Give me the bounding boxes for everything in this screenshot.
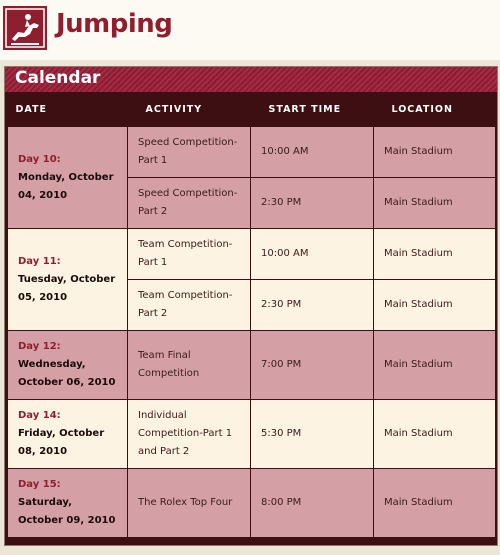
table-row (8, 127, 496, 178)
start-time-cell: 7:00 PM (251, 331, 374, 400)
start-time-cell: 8:00 PM (251, 469, 374, 538)
page-title: Jumping (56, 9, 173, 39)
calendar-banner (5, 67, 497, 92)
table-row (8, 229, 496, 280)
day-date: Tuesday, October 05, 2010 (18, 273, 116, 303)
start-time-cell: 10:00 AM (251, 127, 374, 178)
location-cell: Main Stadium (374, 469, 496, 538)
date-cell (8, 400, 128, 469)
day-date: Wednesday, October 06, 2010 (18, 359, 116, 388)
calendar-table (7, 92, 496, 538)
location-cell: Main Stadium (374, 229, 496, 280)
activity-cell: Team Competition- Part 1 (128, 229, 251, 280)
activity-cell: Team Competition- Part 2 (128, 280, 251, 331)
location-cell: Main Stadium (374, 331, 496, 400)
day-label: Day 15: (18, 479, 61, 490)
activity-cell: Speed Competition- Part 2 (128, 178, 251, 229)
column-header-location: LOCATION (374, 92, 496, 127)
table-header-row (8, 92, 496, 127)
start-time-cell: 2:30 PM (251, 178, 374, 229)
calendar-panel (4, 66, 498, 546)
date-cell (8, 331, 128, 400)
activity-cell: The Rolex Top Four (128, 469, 251, 538)
start-time-cell: 2:30 PM (251, 280, 374, 331)
start-time-cell: 10:00 AM (251, 229, 374, 280)
date-cell (8, 469, 128, 538)
activity-cell: Individual Competition-Part 1 and Part 2 (128, 400, 251, 469)
day-date: Monday, October 04, 2010 (18, 171, 114, 201)
page-header (0, 0, 500, 60)
table-row (8, 469, 496, 538)
calendar-title: Calendar (15, 68, 101, 88)
table-row (8, 400, 496, 469)
day-label: Day 12: (18, 341, 61, 352)
location-cell: Main Stadium (374, 178, 496, 229)
day-label: Day 14: (18, 410, 61, 421)
day-label: Day 11: (18, 255, 61, 267)
column-header-date: DATE (8, 92, 128, 127)
activity-cell: Team Final Competition (128, 331, 251, 400)
start-time-cell: 5:30 PM (251, 400, 374, 469)
day-label: Day 10: (18, 153, 61, 165)
equestrian-jumping-icon (3, 6, 47, 50)
date-cell (8, 127, 128, 229)
activity-cell: Speed Competition- Part 1 (128, 127, 251, 178)
location-cell: Main Stadium (374, 127, 496, 178)
date-cell (8, 229, 128, 331)
location-cell: Main Stadium (374, 400, 496, 469)
location-cell: Main Stadium (374, 280, 496, 331)
column-header-activity: ACTIVITY (128, 92, 251, 127)
day-date: Friday, October 08, 2010 (18, 428, 105, 457)
column-header-start-time: START TIME (251, 92, 374, 127)
day-date: Saturday, October 09, 2010 (18, 497, 116, 526)
table-row (8, 331, 496, 400)
